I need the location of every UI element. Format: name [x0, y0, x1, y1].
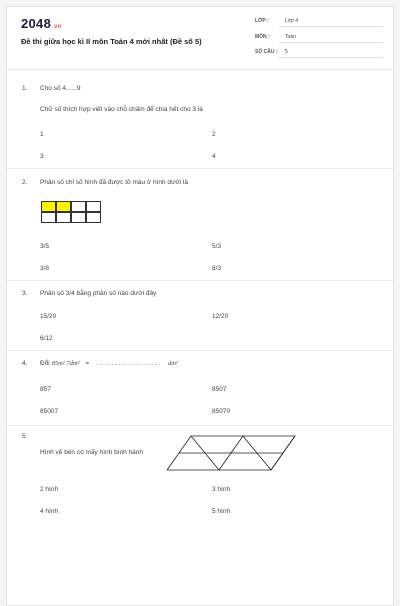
question-number: 1. [22, 85, 28, 92]
grid-cell [86, 201, 101, 212]
option-b[interactable]: 5/3 [212, 243, 222, 250]
meta-count-label: SỐ CÂU : [255, 49, 278, 55]
option-d[interactable]: 4 [212, 153, 216, 160]
question-stem: Cho số 4......9 [40, 85, 81, 92]
option-c[interactable]: 6/12 [40, 335, 53, 342]
option-d[interactable]: 85070 [212, 408, 231, 415]
option-a[interactable]: 1 [40, 131, 44, 138]
question-number: 3. [22, 290, 28, 297]
grid-cell [56, 212, 71, 223]
question-number: 2. [22, 179, 28, 186]
question-stem: Hình vẽ bên có mấy hình bình hành [40, 449, 143, 456]
question-stem: Phân số chỉ số hình đã được tô màu ở hình dưới là [40, 179, 188, 186]
exam-header [7, 7, 393, 70]
meta-subject-value: Toán [285, 34, 296, 40]
site-logo[interactable] [21, 16, 62, 31]
exam-sheet [6, 6, 394, 606]
divider [7, 280, 393, 281]
option-c[interactable]: 3 [40, 153, 44, 160]
grid-cell [71, 201, 86, 212]
stem-unit: dm² [167, 360, 178, 367]
option-b[interactable]: 8507 [212, 386, 227, 393]
option-a[interactable]: 857 [40, 386, 51, 393]
option-a[interactable]: 15/20 [40, 313, 57, 320]
option-c[interactable]: 85007 [40, 408, 59, 415]
stem-equals: = [85, 360, 90, 367]
option-c[interactable]: 3/8 [40, 265, 50, 272]
meta-class-label: LỚP : [255, 18, 269, 24]
grid-cell [86, 212, 101, 223]
option-a[interactable]: 2 hình [40, 486, 59, 493]
grid-cell-shaded [41, 201, 56, 212]
option-a[interactable]: 3/5 [40, 243, 50, 250]
option-d[interactable]: 5 hình [212, 508, 231, 515]
option-b[interactable]: 2 [212, 131, 216, 138]
option-b[interactable]: 3 hình [212, 486, 231, 493]
meta-count-value: 5 [285, 49, 288, 55]
logo-suffix: .vn [52, 24, 62, 30]
grid-cell [71, 212, 86, 223]
stem-prefix: Đổi [40, 360, 50, 367]
meta-class-value: Lớp 4 [285, 18, 299, 24]
meta-subject-label: MÔN : [255, 34, 270, 40]
question-number: 5. [22, 433, 28, 440]
divider [7, 350, 393, 351]
answer-blank[interactable]: . . . . . . . . . . . . . . . . . . [96, 360, 161, 367]
exam-title: Đề thi giữa học kì II môn Toán 4 mới nhất (Đề số 5) [21, 37, 202, 46]
grid-cell-shaded [56, 201, 71, 212]
option-c[interactable]: 4 hình [40, 508, 59, 515]
option-b[interactable]: 12/20 [212, 313, 229, 320]
parallelogram-figure [167, 435, 297, 471]
logo-main: 2048 [21, 16, 52, 31]
stem-math: 85m² 7dm² [51, 360, 80, 367]
meta-divider [279, 42, 383, 43]
grid-cell [41, 212, 56, 223]
question-stem [40, 360, 178, 367]
divider [7, 168, 393, 169]
question-number: 4. [22, 360, 28, 367]
meta-divider [279, 26, 383, 27]
meta-divider [279, 57, 383, 58]
question-stem: Phân số 3/4 bằng phân số nào dưới đây [40, 290, 157, 297]
option-d[interactable]: 8/3 [212, 265, 222, 272]
question-subtext: Chữ số thích hợp viết vào chỗ chấm để chia hết cho 3 là [40, 106, 203, 113]
divider [7, 425, 393, 426]
